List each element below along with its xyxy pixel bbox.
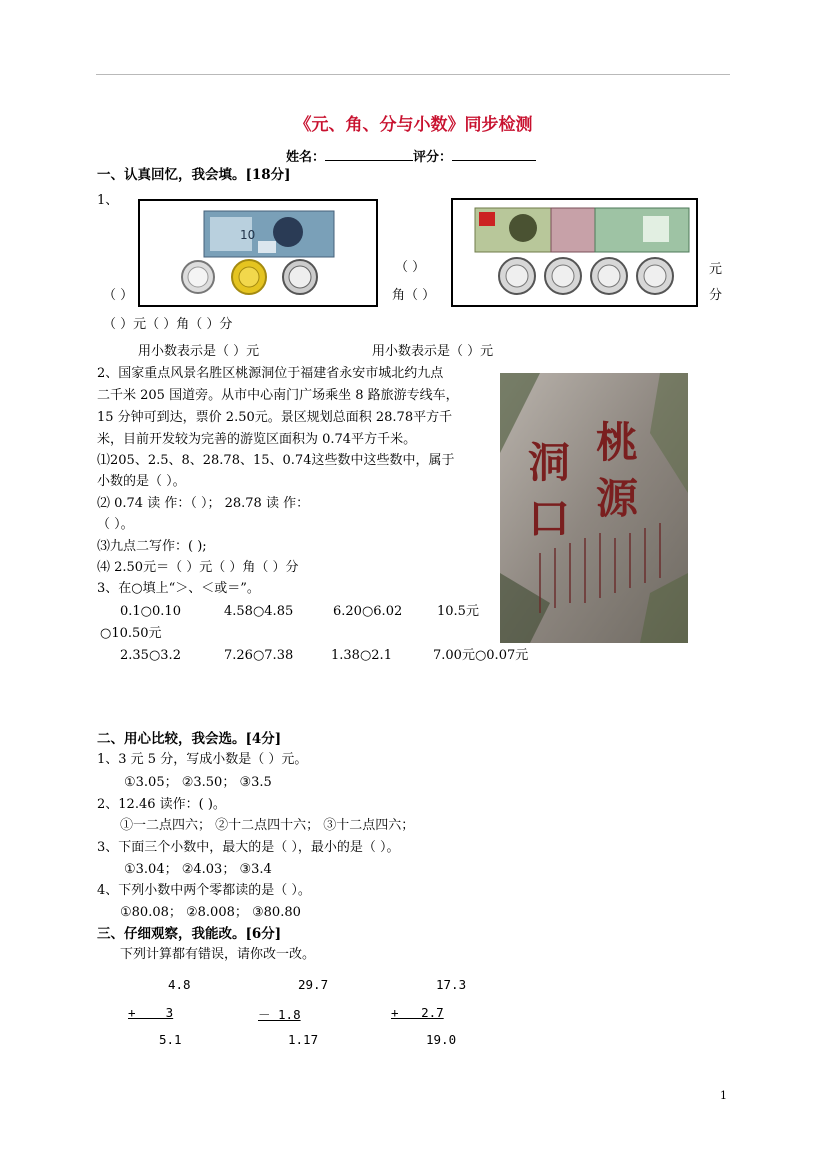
name-label: 姓名： bbox=[286, 150, 326, 165]
section2-heading: 二、用心比较，我会选。[4分] bbox=[97, 731, 282, 747]
calc2-result: 1.17 bbox=[288, 1032, 319, 1047]
calc3-result: 19.0 bbox=[426, 1032, 457, 1047]
fen-coins-icon bbox=[499, 258, 673, 294]
calc2-top: 29.7 bbox=[298, 977, 329, 992]
decimal-right: 用小数表示是（ ）元 bbox=[372, 344, 494, 359]
q2-line1: 2、国家重点风景名胜区桃源洞位于福建省永安市城北约九点 bbox=[97, 366, 444, 381]
s2-q2: 2、12.46 读作：( )。 bbox=[97, 797, 226, 812]
q3-line: 3、在○填上“＞、＜或＝”。 bbox=[97, 581, 260, 596]
svg-text:10: 10 bbox=[240, 228, 256, 242]
calc1-top: 4.8 bbox=[168, 977, 191, 992]
s2-q1: 1、3 元 5 分，写成小数是（ ）元。 bbox=[97, 752, 308, 767]
one-yuan-note-icon bbox=[475, 208, 555, 252]
compare-1: 0.1○0.10 bbox=[120, 604, 181, 619]
name-blank[interactable] bbox=[325, 147, 413, 161]
calc3-top: 17.3 bbox=[436, 977, 467, 992]
rock-inscription-image bbox=[500, 373, 688, 643]
ten-yuan-note-icon bbox=[204, 211, 334, 257]
section3-heading: 三、仔细观察，我能改。[6分] bbox=[97, 926, 282, 942]
name-score-line bbox=[286, 147, 536, 166]
compare-2: 4.58○4.85 bbox=[224, 604, 294, 619]
calc1-operator: + 3 bbox=[128, 1005, 174, 1020]
s3-intro: 下列计算都有错误，请你改一改。 bbox=[120, 947, 316, 962]
s2-q4-options: ①80.08； ②8.008； ③80.80 bbox=[120, 905, 301, 920]
taoyuan-cave-photo bbox=[500, 373, 688, 643]
money-illustration-right bbox=[453, 200, 696, 305]
score-label: 评分： bbox=[413, 150, 453, 165]
q2a-line2: 小数的是（ ）。 bbox=[97, 474, 186, 489]
photo-char-dong: 洞 bbox=[528, 438, 571, 487]
unit-fen-label: 分 bbox=[709, 288, 723, 303]
q2-line3: 15 分钟可到达，票价 2.50元。景区规划总面积 28.78平方千 bbox=[97, 410, 453, 425]
q2c-line: ⑶九点二写作：( ); bbox=[97, 539, 207, 554]
calc2-operator: － 1.8 bbox=[258, 1007, 301, 1022]
compare-7: 1.38○2.1 bbox=[331, 648, 392, 663]
compare-6: 7.26○7.38 bbox=[224, 648, 294, 663]
money-box-left bbox=[138, 199, 378, 307]
s2-q4: 4、下列小数中两个零都读的是（ ）。 bbox=[97, 883, 311, 898]
q2-line4: 米，目前开发较为完善的游览区面积为 0.74平方千米。 bbox=[97, 432, 417, 447]
money-box-right bbox=[451, 198, 698, 307]
coin-icons bbox=[182, 260, 317, 294]
money-illustration-left bbox=[140, 201, 376, 305]
jiao-notes-icon bbox=[551, 208, 689, 252]
compare-3: 6.20○6.02 bbox=[333, 604, 403, 619]
compare-4b: ○10.50元 bbox=[100, 626, 162, 641]
compare-4a: 10.5元 bbox=[437, 604, 479, 619]
calc1-result: 5.1 bbox=[159, 1032, 182, 1047]
section1-heading: 一、认真回忆，我会填。[18分] bbox=[97, 167, 291, 183]
compare-8: 7.00元○0.07元 bbox=[433, 648, 529, 663]
q2a-line1: ⑴205、2.5、8、28.78、15、0.74这些数中这些数中，属于 bbox=[97, 453, 455, 468]
photo-char-tao: 桃 bbox=[596, 418, 639, 467]
blank-jiao: 角（ ） bbox=[392, 288, 436, 303]
page-number: 1 bbox=[720, 1089, 727, 1102]
calc3-operator: + 2.7 bbox=[391, 1005, 444, 1020]
blank-mid-top: （ ） bbox=[395, 260, 426, 275]
compare-5: 2.35○3.2 bbox=[120, 648, 181, 663]
s2-q3: 3、下面三个小数中，最大的是（ ），最小的是（ ）。 bbox=[97, 840, 400, 855]
s2-q1-options: ①3.05； ②3.50； ③3.5 bbox=[124, 775, 272, 790]
photo-char-kou: 口 bbox=[528, 494, 571, 543]
s2-q3-options: ①3.04； ②4.03； ③3.4 bbox=[124, 862, 272, 877]
q2b-line2: （ ）。 bbox=[97, 517, 134, 532]
q2d-line: ⑷ 2.50元＝（ ）元（ ）角（ ）分 bbox=[97, 560, 299, 575]
decimal-left: 用小数表示是（ ）元 bbox=[138, 344, 260, 359]
header-rule bbox=[96, 74, 730, 75]
q2b-line1: ⑵ 0.74 读 作：（ ）； 28.78 读 作： bbox=[97, 496, 310, 511]
unit-yuan-label: 元 bbox=[709, 262, 723, 277]
q1-number: 1、 bbox=[97, 193, 119, 208]
s2-q2-options: ①一二点四六； ②十二点四十六； ③十二点四六； bbox=[120, 818, 415, 833]
blank-left: （ ） bbox=[103, 288, 134, 303]
yuan-jiao-fen-line: （ ）元（ ）角（ ）分 bbox=[103, 317, 233, 332]
q2-line2: 二千米 205 国道旁。从市中心南门广场乘坐 8 路旅游专线车， bbox=[97, 388, 459, 403]
page-title: 《元、角、分与小数》同步检测 bbox=[294, 115, 533, 135]
photo-char-yuan: 源 bbox=[596, 474, 639, 523]
score-blank[interactable] bbox=[452, 147, 536, 161]
